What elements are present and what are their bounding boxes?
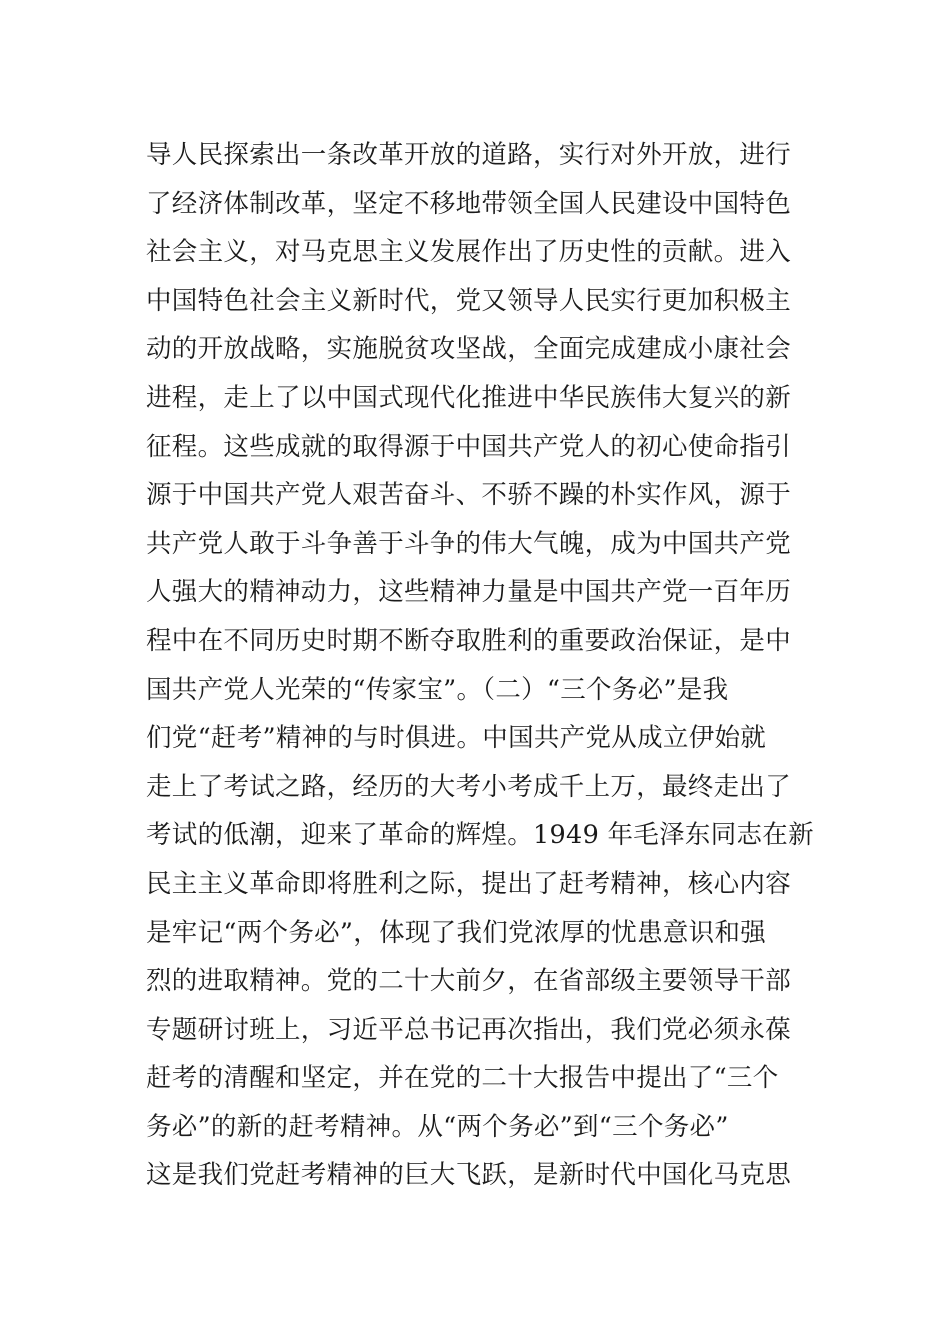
text-line: 民主主义革命即将胜利之际，提出了赶考精神，核心内容	[146, 868, 792, 899]
text-line: 动的开放战略，实施脱贫攻坚战，全面完成建成小康社会	[146, 334, 792, 365]
text-line: 人强大的精神动力，这些精神力量是中国共产党一百年历	[146, 577, 792, 608]
text-line: 专题研讨班上，习近平总书记再次指出，我们党必须永葆	[146, 1014, 792, 1045]
text-line: 进程，走上了以中国式现代化推进中华民族伟大复兴的新	[146, 382, 792, 413]
text-line: 共产党人敢于斗争善于斗争的伟大气魄，成为中国共产党	[146, 528, 792, 559]
text-line: 国共产党人光荣的“传家宝”。（二）“三个务必”是我	[146, 674, 729, 705]
body-text	[146, 131, 826, 1200]
text-line: 走上了考试之路，经历的大考小考成千上万，最终走出了	[146, 771, 792, 802]
text-line: 们党“赶考”精神的与时俱进。中国共产党从成立伊始就	[146, 723, 767, 754]
text-line: 导人民探索出一条改革开放的道路，实行对外开放，进行	[146, 140, 792, 170]
text-line: 考试的低潮，迎来了革命的辉煌。1949 年毛泽东同志在新	[146, 820, 814, 851]
text-line: 了经济体制改革，坚定不移地带领全国人民建设中国特色	[146, 188, 792, 219]
text-line: 是牢记“两个务必”，体现了我们党浓厚的忧患意识和强	[146, 917, 767, 948]
text-line: 这是我们党赶考精神的巨大飞跃，是新时代中国化马克思	[146, 1160, 792, 1191]
text-line: 社会主义，对马克思主义发展作出了历史性的贡献。进入	[146, 237, 792, 268]
text-line: 征程。这些成就的取得源于中国共产党人的初心使命指引	[146, 431, 792, 462]
text-line: 赶考的清醒和坚定，并在党的二十大报告中提出了“三个	[146, 1063, 779, 1094]
text-line: 中国特色社会主义新时代，党又领导人民实行更加积极主	[146, 285, 792, 316]
text-line: 源于中国共产党人艰苦奋斗、不骄不躁的朴实作风，源于	[146, 480, 792, 511]
text-line: 程中在不同历史时期不断夺取胜利的重要政治保证，是中	[146, 625, 792, 656]
text-line: 烈的进取精神。党的二十大前夕，在省部级主要领导干部	[146, 966, 792, 997]
text-line: 务必”的新的赶考精神。从“两个务必”到“三个务必”	[146, 1111, 729, 1142]
